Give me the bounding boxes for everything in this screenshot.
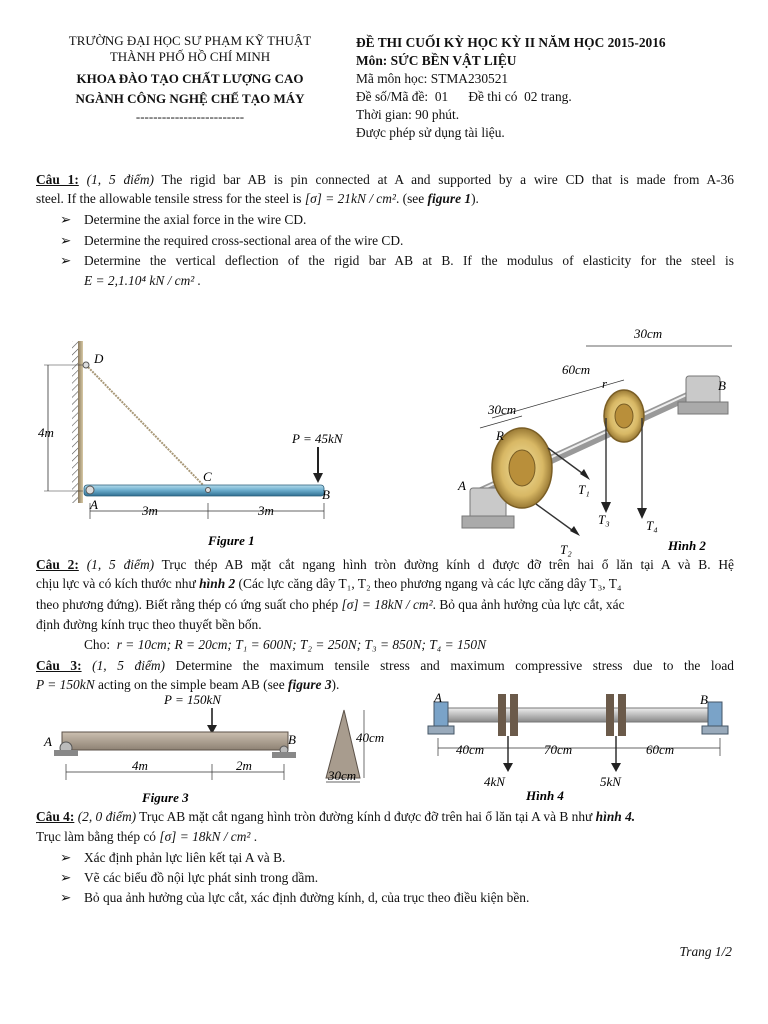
shaft-ab bbox=[438, 708, 720, 722]
load-5kn: 5kN bbox=[600, 774, 621, 789]
figure-1-caption: Figure 1 bbox=[208, 533, 255, 548]
q2-text-2: chịu lực và có kích thước như bbox=[36, 576, 200, 591]
figure-4-caption: Hình 4 bbox=[526, 788, 564, 802]
faculty-name: KHOA ĐÀO TẠO CHẤT LƯỢNG CAO bbox=[76, 71, 304, 86]
q2-text-3: (Các lực căng dây T₁, T₂ theo phương ngang và các lực căng dây T₃, T₄ bbox=[235, 576, 622, 591]
span-70cm: 70cm bbox=[544, 742, 573, 757]
q3-line1 bbox=[36, 657, 734, 675]
pulley-small-hub bbox=[615, 404, 633, 428]
q2-given bbox=[84, 636, 486, 654]
q3-points: (1, 5 điểm) bbox=[92, 658, 166, 673]
label-b: B bbox=[322, 487, 330, 502]
q1-text-4: ). bbox=[471, 191, 479, 206]
dim-30cm-left: 30cm bbox=[488, 402, 517, 417]
figure-2-caption: Hình 2 bbox=[668, 538, 706, 553]
q2-points: (1, 5 điểm) bbox=[86, 557, 155, 572]
exam-number: Đề số/Mã đề: 01 Đề thi có 02 trang. bbox=[356, 89, 572, 104]
figure-1-diagram bbox=[28, 335, 368, 555]
rigid-bar-ab bbox=[84, 485, 324, 496]
label-a: A bbox=[434, 692, 442, 705]
label-t4: T₄ bbox=[646, 518, 658, 533]
label-a: A bbox=[458, 478, 466, 493]
q1-modulus: E = 2,1.10⁴ kN / cm² . bbox=[84, 273, 202, 288]
span-4m: 4m bbox=[132, 758, 148, 773]
q4-bullet-1-text: Xác định phản lực liên kết tại A và B. bbox=[84, 850, 286, 865]
dim-4m-label: 4m bbox=[38, 425, 54, 440]
label-b: B bbox=[288, 732, 296, 747]
figure-3-diagram bbox=[36, 690, 406, 808]
exam-subject: Môn: SỨC BỀN VẬT LIỆU bbox=[356, 53, 517, 68]
course-code: Mã môn học: STMA230521 bbox=[356, 71, 509, 86]
wire-cd bbox=[86, 365, 208, 490]
school-name-line1: TRƯỜNG ĐẠI HỌC SƯ PHẠM KỸ THUẬT bbox=[68, 33, 312, 48]
q2-label: Câu 2: bbox=[36, 557, 79, 572]
label-t1: T₁ bbox=[578, 482, 590, 497]
q1-text-3: . (see bbox=[395, 191, 428, 206]
q4-label: Câu 4: bbox=[36, 809, 75, 824]
pulley-large-hub bbox=[509, 450, 535, 486]
arrow-bullet-icon: ➢ bbox=[60, 253, 72, 268]
load-label: P = 45kN bbox=[292, 431, 343, 446]
q1-points: (1, 5 điểm) bbox=[86, 172, 154, 187]
major-name: NGÀNH CÔNG NGHỆ CHẾ TẠO MÁY bbox=[75, 91, 305, 106]
section-height: 40cm bbox=[356, 730, 385, 745]
q3-load: P = 150kN bbox=[36, 677, 95, 692]
q1-text-2: steel. If the allowable tensile stress for the steel is bbox=[36, 191, 305, 206]
exam-time: Thời gian: 90 phút. bbox=[356, 107, 460, 122]
pin-d bbox=[83, 362, 89, 368]
q1-label: Câu 1: bbox=[36, 172, 79, 187]
header-divider: ------------------------- bbox=[135, 109, 245, 124]
pin-a bbox=[86, 486, 94, 494]
q1-figure-ref: figure 1 bbox=[427, 191, 472, 206]
label-a: A bbox=[44, 734, 52, 749]
load-2-arrowhead bbox=[611, 763, 621, 772]
q1-bullet-3-text: Determine the vertical deflection of the rigid bar AB at B. If the modulus of elasticity for the steel is bbox=[84, 253, 734, 268]
arrow-bullet-icon: ➢ bbox=[60, 870, 72, 885]
label-b: B bbox=[718, 378, 726, 393]
q1-allow-stress: [σ] = 21kN / cm² bbox=[304, 191, 396, 206]
page-number: Trang 1/2 bbox=[679, 944, 732, 959]
arrow-bullet-icon: ➢ bbox=[60, 850, 72, 865]
q4-bullet-3-text: Bỏ qua ảnh hưởng của lực cắt, xác định đường kính, d, của trục theo điều kiện bền. bbox=[84, 890, 530, 905]
load-arrowhead bbox=[313, 473, 323, 483]
exam-materials: Được phép sử dụng tài liệu. bbox=[356, 125, 505, 140]
load-label: P = 150kN bbox=[164, 692, 221, 707]
q2-figure-ref: hình 2 bbox=[199, 576, 236, 591]
exam-title: ĐỀ THI CUỐI KỲ HỌC KỲ II NĂM HỌC 2015-2016 bbox=[356, 35, 666, 50]
q1-line2 bbox=[36, 190, 734, 208]
span-60cm: 60cm bbox=[646, 742, 675, 757]
arrow-t2 bbox=[570, 526, 580, 536]
q2-line2 bbox=[36, 575, 734, 593]
q4-points: (2, 0 điểm) bbox=[77, 809, 137, 824]
label-big-r: R bbox=[496, 428, 504, 443]
q4-allow-stress: [σ] = 18kN / cm² bbox=[159, 829, 251, 844]
q2-allow-stress: [σ] = 18kN / cm² bbox=[341, 597, 433, 612]
q2-line1 bbox=[36, 556, 734, 574]
q4-text-1: Trục AB mặt cắt ngang hình tròn đường kính d được đỡ trên hai ổ lăn tại A và B như bbox=[136, 809, 596, 824]
label-t3: T₃ bbox=[598, 512, 610, 527]
span-3m-left: 3m bbox=[142, 503, 158, 518]
q3-text-1: Determine the maximum tensile stress and maximum compressive stress due to the load bbox=[165, 658, 734, 673]
dim-30cm-top: 30cm bbox=[634, 326, 663, 341]
arrow-bullet-icon: ➢ bbox=[60, 890, 72, 905]
q2-line4: định đường kính trục theo thuyết bền bốn. bbox=[36, 617, 262, 632]
q4-line2 bbox=[36, 828, 734, 846]
q2-text-4: theo phương đứng). Biết rằng thép có ứng suất cho phép bbox=[36, 597, 342, 612]
pin-c bbox=[206, 488, 211, 493]
label-r: r bbox=[602, 376, 608, 391]
dim-left bbox=[480, 416, 522, 428]
q1-bullet-1-text: Determine the axial force in the wire CD. bbox=[84, 212, 307, 227]
arrow-t1 bbox=[580, 469, 590, 480]
q2-text-5: . Bỏ qua ảnh hưởng của lực cắt, xác bbox=[432, 597, 625, 612]
school-name-line2: THÀNH PHỐ HỒ CHÍ MINH bbox=[109, 49, 271, 64]
q4-text-3: . bbox=[250, 829, 258, 844]
arrow-bullet-icon: ➢ bbox=[60, 233, 72, 248]
load-4kn: 4kN bbox=[484, 774, 505, 789]
q3-text-2: acting on the simple beam AB (see bbox=[94, 677, 289, 692]
label-d: D bbox=[94, 351, 104, 366]
school-header bbox=[40, 33, 340, 125]
figure-3-caption: Figure 3 bbox=[142, 790, 189, 805]
figure-4-diagram bbox=[418, 692, 736, 802]
q3-text-3: ). bbox=[331, 677, 340, 692]
q1-bullet-2-text: Determine the required cross-sectional area of the wire CD. bbox=[84, 233, 404, 248]
q2-given-label: Cho: bbox=[84, 637, 111, 652]
label-b: B bbox=[700, 692, 708, 707]
q2-given-values: r = 10cm; R = 20cm; T₁ = 600N; T₂ = 250N; T₃ = 850N; T₄ = 150N bbox=[116, 637, 487, 652]
load-1-arrowhead bbox=[503, 763, 513, 772]
figure-2-diagram bbox=[436, 318, 752, 558]
q1-line1 bbox=[36, 171, 734, 189]
label-a: A bbox=[90, 497, 98, 512]
q1-text-1: The rigid bar AB is pin connected at A and supported by a wire CD that is made from A-36 bbox=[153, 172, 734, 187]
span-2m: 2m bbox=[236, 758, 252, 773]
arrow-bullet-icon: ➢ bbox=[60, 212, 72, 227]
label-c: C bbox=[203, 469, 212, 484]
section-base: 30cm bbox=[328, 768, 357, 783]
q4-figure-ref: hình 4. bbox=[595, 809, 636, 824]
span-3m-right: 3m bbox=[258, 503, 274, 518]
q4-line1 bbox=[36, 808, 734, 826]
belt-t2 bbox=[536, 504, 576, 533]
simple-beam-ab bbox=[62, 732, 288, 750]
span-40cm: 40cm bbox=[456, 742, 485, 757]
q3-label: Câu 3: bbox=[36, 658, 82, 673]
q4-bullet-2-text: Vẽ các biểu đồ nội lực phát sinh trong dầm. bbox=[84, 870, 319, 885]
q4-text-2: Trục làm bằng thép có bbox=[36, 829, 160, 844]
exam-info bbox=[356, 34, 746, 142]
q2-text-1: Trục thép AB mặt cắt ngang hình tròn đường kính d được đỡ trên hai ổ lăn tại A và B. Hệ bbox=[154, 557, 735, 572]
q3-figure-ref: figure 3 bbox=[288, 677, 332, 692]
q2-line3 bbox=[36, 596, 734, 614]
label-t2: T₂ bbox=[560, 542, 572, 557]
dim-60cm: 60cm bbox=[562, 362, 591, 377]
